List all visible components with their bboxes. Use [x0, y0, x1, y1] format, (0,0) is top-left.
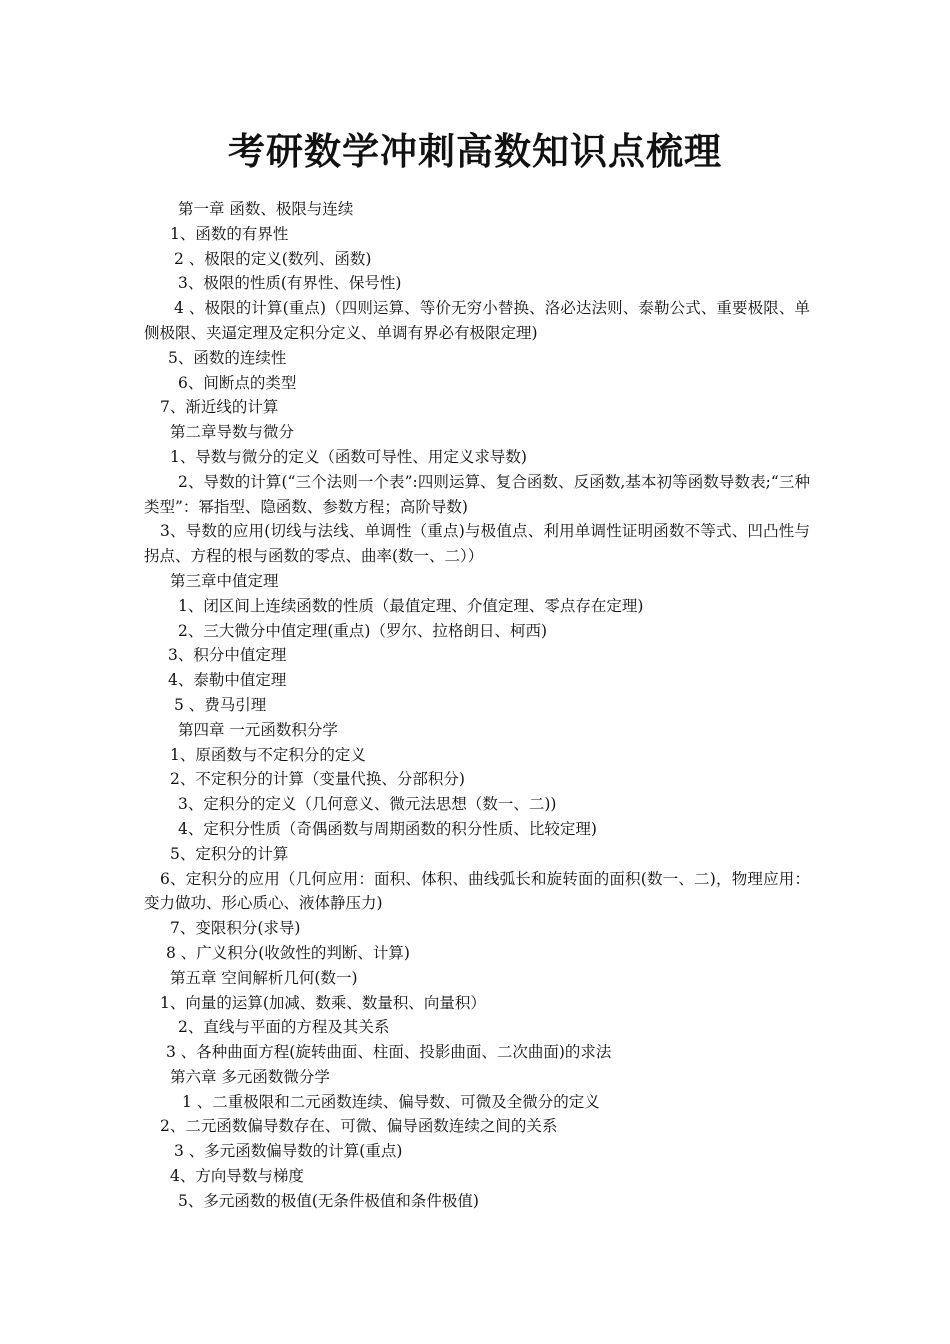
list-item: 4、定积分性质（奇偶函数与周期函数的积分性质、比较定理)	[178, 819, 597, 838]
list-item: 4、泰勒中值定理	[168, 671, 287, 690]
list-item: 2、三大微分中值定理(重点)（罗尔、拉格朗日、柯西)	[178, 621, 548, 640]
list-item: 6、定积分的应用（几何应用：面积、体积、曲线弧长和旋转面的面积(数一、二)，物理应用：变力做功、形心质心、液体静压力)	[144, 869, 810, 913]
list-item: 1、闭区间上连续函数的性质（最值定理、介值定理、零点存在定理)	[178, 596, 644, 615]
list-item: 6、间断点的类型	[178, 373, 297, 392]
list-item: 8 、广义积分(收敛性的判断、计算)	[166, 943, 410, 962]
list-item: 1、原函数与不定积分的定义	[170, 745, 366, 764]
list-item: 1、向量的运算(加减、数乘、数量积、向量积）	[160, 993, 486, 1012]
list-item: 2 、极限的定义(数列、函数)	[174, 249, 372, 268]
list-item: 5 、费马引理	[174, 695, 267, 714]
list-item: 2、不定积分的计算（变量代换、分部积分)	[170, 770, 465, 789]
list-item: 3、导数的应用(切线与法线、单调性（重点)与极值点、利用单调性证明函数不等式、凹凸性与拐点、方程的根与函数的零点、曲率(数一、二））	[144, 522, 810, 566]
chapter-3-heading: 第三章中值定理	[170, 571, 279, 590]
document-title: 考研数学冲刺高数知识点梳理	[228, 129, 722, 173]
list-item: 2、导数的计算(“三个法则一个表”:四则运算、复合函数、反函数,基本初等函数导数表;“三种类型”：幂指型、隐函数、参数方程；高阶导数)	[144, 472, 810, 516]
list-item: 3、定积分的定义（几何意义、微元法思想（数一、二))	[178, 795, 557, 814]
list-item: 5、多元函数的极值(无条件极值和条件极值)	[178, 1191, 479, 1210]
chapter-6-heading: 第六章 多元函数微分学	[170, 1067, 330, 1086]
list-item: 4、方向导数与梯度	[170, 1167, 304, 1186]
list-item: 3 、多元函数偏导数的计算(重点)	[174, 1142, 403, 1161]
list-item: 1、导数与微分的定义（函数可导性、用定义求导数)	[170, 447, 527, 466]
list-item: 2、二元函数偏导数存在、可微、偏导函数连续之间的关系	[160, 1117, 558, 1136]
list-item: 5、定积分的计算	[170, 844, 289, 863]
list-item: 2、直线与平面的方程及其关系	[178, 1018, 390, 1037]
chapter-2-heading: 第二章导数与微分	[170, 423, 295, 442]
document-body	[144, 197, 810, 1214]
list-item: 1 、二重极限和二元函数连续、偏导数、可微及全微分的定义	[182, 1092, 600, 1111]
list-item: 7、渐近线的计算	[160, 398, 279, 417]
list-item: 5、函数的连续性	[168, 348, 287, 367]
list-item: 1、函数的有界性	[170, 224, 289, 243]
list-item: 7、变限积分(求导)	[170, 919, 301, 938]
chapter-4-heading: 第四章 一元函数积分学	[178, 720, 338, 739]
list-item: 3 、各种曲面方程(旋转曲面、柱面、投影曲面、二次曲面)的求法	[166, 1043, 612, 1062]
list-item: 3、极限的性质(有界性、保号性)	[178, 274, 402, 293]
chapter-5-heading: 第五章 空间解析几何(数一)	[170, 968, 358, 987]
list-item: 3、积分中值定理	[168, 646, 287, 665]
list-item: 4 、极限的计算(重点)（四则运算、等价无穷小替换、洛必达法则、泰勒公式、重要极限、单侧极限、夹逼定理及定积分定义、单调有界必有极限定理)	[144, 299, 810, 342]
chapter-1-heading: 第一章 函数、极限与连续	[178, 200, 354, 218]
